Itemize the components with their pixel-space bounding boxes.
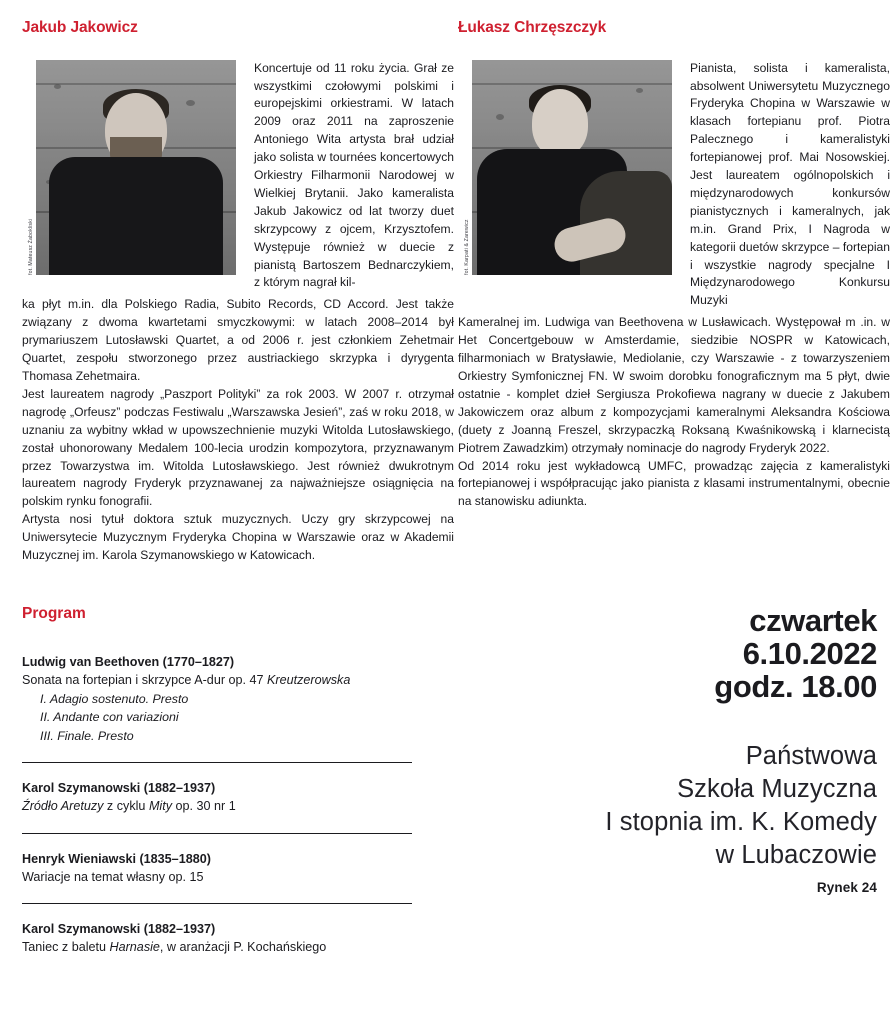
program-divider <box>22 762 412 763</box>
program-title: Program <box>22 605 86 622</box>
artist-photo <box>472 60 672 275</box>
event-date: 6.10.2022 <box>742 636 877 671</box>
bio-intro-text: Koncertuje od 11 roku życia. Grał ze wszystkimi czołowymi polskimi i europejskimi orkiestrami. W latach 2009 oraz 2011 na zaproszenie Antoniego Wita artysta brał udział jako solista w tournées koncertowych Orkiestry Filharmonii Narodowej w Wielkiej Brytanii. Jako kameralista Jakub Jakowicz od lat tworzy duet skrzypcowy z ojcem, Krzysztofem. Występuje również w duecie z pianistą Bartoszem Bednarczykiem, z którym nagrał kil- <box>254 60 454 290</box>
program-divider <box>22 903 412 904</box>
event-address: Rynek 24 <box>816 880 877 895</box>
event-details-panel <box>457 604 877 895</box>
event-datetime <box>457 604 877 703</box>
artist-photo <box>36 60 236 275</box>
artist-name-heading: Łukasz Chrzęszczyk <box>458 19 607 36</box>
program-work-opus: op. 30 nr 1 <box>172 799 236 813</box>
event-venue <box>457 740 877 872</box>
event-venue-line-4: w Lubaczowie <box>715 841 877 869</box>
photo-credit-label: fot. Karpati & Zarewicz <box>464 218 470 275</box>
bio-paragraph: Kameralnej im. Ludwiga van Beethovena w Lusławicach. Występował m .in. w Het Concertgebouw w Amsterdamie, siedzibie NOSPR w Katowicach, filharmoniach w Bratysławie, Mediolanie, czy Warszawie - z towarzyszeniem Orkiestry Symfonicznej FN. W swoim dorobku fonograficznym ma 5 płyt, dwie ostatnie - komplet dzieł Sergiusza Prokofiewa nagrany w duecie z Jakubem Jakowiczem oraz album z kompozycjami kameralnymi Aleksandra Kościowa (duety z Joanną Freszel, skrzypaczką Roksaną Kwaśnikowską i klarnecistą Piotrem Zawadzkim) otrzymały nominacje do nagrody Fryderyk 2022. <box>458 315 890 455</box>
program-work-title: Harnasie <box>109 940 160 954</box>
bio-paragraph: Artysta nosi tytuł doktora sztuk muzycznych. Uczy gry skrzypcowej na Uniwersytecie Muzycznym Fryderyka Chopina w Warszawie oraz w Akademii Muzycznej im. Karola Szymanowskiego w Katowicach. <box>22 512 454 563</box>
bio-intro-text: Pianista, solista i kameralista, absolwent Uniwersytetu Muzycznego Fryderyka Chopina w Warszawie w klasach fortepianu prof. Piotra Palecznego i kameralistyki fortepianowej prof. Mai Nosowskiej. Jest laureatem ogólnopolskich i międzynarodowych konkursów pianistycznych i kameralnych, jak m.in. Grand Prix, I Nagroda w kategorii duetów skrzypce – fortepian i wszystkie nagrody specjalne I Międzynarodowego Konkursu Muzyki <box>690 60 890 308</box>
program-item <box>22 779 412 816</box>
photo-credit-label: fot. Mateusz Żabokliski <box>28 218 34 275</box>
artist-bio-jakub-jakowicz <box>22 0 454 565</box>
event-time: godz. 18.00 <box>714 669 877 704</box>
program-work <box>22 797 412 816</box>
photo-subject-figure <box>472 75 672 275</box>
photo-subject-body <box>49 157 223 275</box>
bio-paragraph: ka płyt m.in. dla Polskiego Radia, Subito Records, CD Accord. Jest także związany z dwoma kwartetami smyczkowymi: w latach 2008–2014 był prymariuszem Lutosławski Quartet, a od 2006 r. jest członkiem Zehetmair Quartet, zespołu stworzonego przez austriackiego skrzypka i dyrygenta Thomasa Zehetmaira. <box>22 297 454 383</box>
program-work <box>22 938 412 957</box>
program-movements <box>22 690 412 746</box>
program-item <box>22 653 412 745</box>
program-composer: Ludwig van Beethoven (1770–1827) <box>22 655 235 669</box>
program-composer: Henryk Wieniawski (1835–1880) <box>22 851 211 866</box>
program-work <box>22 868 412 887</box>
event-weekday: czwartek <box>749 603 877 638</box>
program-work-cycle: Mity <box>148 799 173 813</box>
artist-name-heading: Jakub Jakowicz <box>22 19 138 36</box>
program-composer: Karol Szymanowski (1882–1937) <box>22 922 216 936</box>
program-work-text: Taniec z baletu <box>22 940 110 954</box>
bio-top-row <box>22 60 454 293</box>
event-venue-line-2: Szkoła Muzyczna <box>677 775 877 803</box>
program-composer: Karol Szymanowski (1882–1937) <box>22 781 216 795</box>
program-work-arrangement: , w aranżacji P. Kochańskiego <box>159 940 327 954</box>
program-movement: I. Adagio sostenuto. Presto <box>40 691 189 706</box>
bio-top-row <box>458 60 890 311</box>
program-movement: II. Andante con variazioni <box>40 710 179 724</box>
photo-subject-figure <box>36 75 236 275</box>
program-work-title: Kreutzerowska <box>267 673 351 687</box>
program-work-text: z cyklu <box>103 799 149 813</box>
program-item <box>22 920 412 957</box>
program-divider <box>22 833 412 834</box>
bio-paragraph: Jest laureatem nagrody „Paszport Polityki” za rok 2003. W 2007 r. otrzymał nagrodę „Orfeusz” podczas Festiwalu „Warszawska Jesień”, zaś w roku 2018, w uznaniu za wybitny wkład w upowszechnienie muzyki Witolda Lutosławskiego, został uhonorowany Medalem 100-lecia urodzin kompozytora, przyznawanym przez Towarzystwa im. Witolda Lutosławskiego. Jest również dwukrotnym laureatem nagrody Fryderyk przyznawanej za najważniejsze osiągnięcia na polskim rynku fonografii. <box>22 386 454 509</box>
artist-photo-block <box>22 60 236 275</box>
program-section <box>22 605 412 957</box>
program-movement: III. Finale. Presto <box>40 728 134 743</box>
bio-paragraph: Od 2014 roku jest wykładowcą UMFC, prowadząc zajęcia z kameralistyki fortepianowej i współpracując jako pianista z klasami instrumentalnymi, obecnie na stanowisku adiunkta. <box>458 458 890 509</box>
artist-bio-lukasz-chrzeszczyk <box>458 0 890 511</box>
program-item <box>22 850 412 887</box>
bio-body-text <box>22 296 454 565</box>
program-work-text: Wariacje na temat własny op. 15 <box>22 869 204 884</box>
artist-photo-block <box>458 60 672 275</box>
bio-body-text <box>458 314 890 511</box>
program-work <box>22 671 412 690</box>
event-venue-line-3: I stopnia im. K. Komedy <box>605 808 877 836</box>
event-venue-line-1: Państwowa <box>745 742 877 770</box>
program-work-text: Sonata na fortepian i skrzypce A-dur op. 47 <box>22 673 268 687</box>
photo-subject-head <box>532 89 588 157</box>
program-work-title: Źródło Aretuzy <box>22 799 104 813</box>
